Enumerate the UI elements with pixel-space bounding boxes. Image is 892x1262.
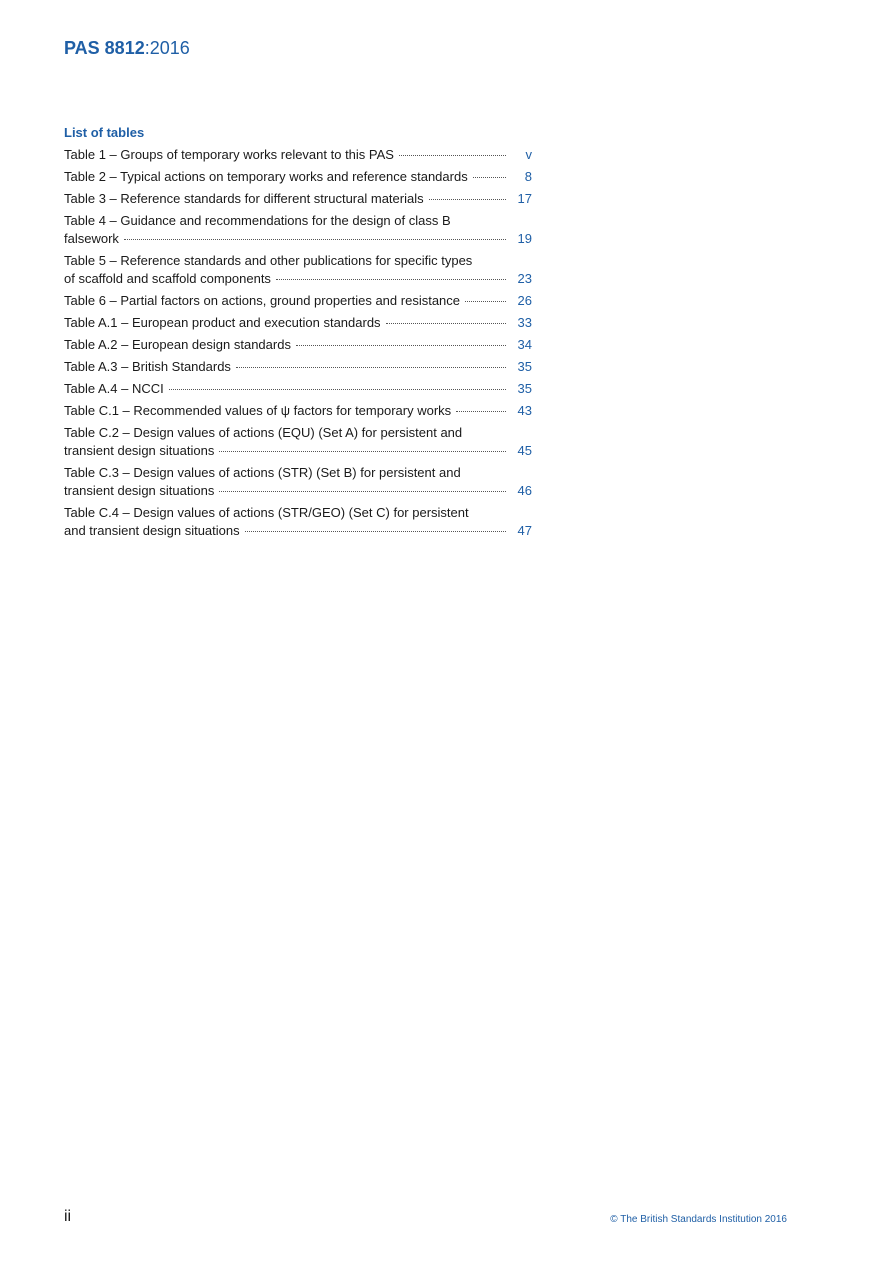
- entry-page-number[interactable]: 33: [517, 315, 532, 330]
- entry-text: Table A.4 – NCCI: [64, 381, 164, 396]
- dot-leader: [124, 239, 506, 240]
- toc-entry-table-a2[interactable]: [64, 336, 532, 354]
- dot-leader: [169, 389, 506, 390]
- toc-entry-table-3[interactable]: [64, 190, 532, 208]
- entry-page-number[interactable]: 45: [517, 443, 532, 458]
- footer-page-number: ii: [64, 1208, 72, 1225]
- dot-leader: [219, 451, 506, 452]
- toc-entry-table-6[interactable]: [64, 292, 532, 310]
- entry-text-line1: Table 5 – Reference standards and other publications for specific types: [64, 253, 473, 268]
- footer-copyright: © The British Standards Institution 2016: [610, 1214, 787, 1225]
- dot-leader: [473, 177, 506, 178]
- list-of-tables-heading: List of tables: [64, 125, 145, 140]
- entry-page-number[interactable]: 35: [517, 359, 532, 374]
- entry-text: transient design situations: [64, 483, 215, 498]
- toc-entry-table-1[interactable]: [64, 146, 532, 164]
- entry-text: falsework: [64, 231, 119, 246]
- dot-leader: [465, 301, 506, 302]
- toc-entry-table-5[interactable]: [64, 252, 532, 288]
- entry-text-line1: Table C.2 – Design values of actions (EQU) (Set A) for persistent and: [64, 425, 463, 440]
- toc-entry-table-a1[interactable]: [64, 314, 532, 332]
- document-code: PAS 8812: [64, 38, 145, 58]
- entry-text: of scaffold and scaffold components: [64, 271, 271, 286]
- entry-text-line1: Table C.3 – Design values of actions (STR) (Set B) for persistent and: [64, 465, 461, 480]
- entry-text: transient design situations: [64, 443, 215, 458]
- toc-entry-table-a4[interactable]: [64, 380, 532, 398]
- entry-text: and transient design situations: [64, 523, 240, 538]
- entry-text: Table A.2 – European design standards: [64, 337, 291, 352]
- dot-leader: [429, 199, 506, 200]
- entry-page-number[interactable]: 47: [517, 523, 532, 538]
- entry-page-number[interactable]: 19: [517, 231, 532, 246]
- toc-entry-table-c1[interactable]: [64, 402, 532, 420]
- dot-leader: [399, 155, 506, 156]
- entry-text-line1: Table C.4 – Design values of actions (STR/GEO) (Set C) for persistent: [64, 505, 469, 520]
- toc-entry-table-4[interactable]: [64, 212, 532, 248]
- entry-page-number[interactable]: v: [525, 147, 532, 162]
- entry-text: Table A.3 – British Standards: [64, 359, 231, 374]
- toc-entry-table-c2[interactable]: [64, 424, 532, 460]
- toc-entry-table-c4[interactable]: [64, 504, 532, 540]
- entry-text: Table 1 – Groups of temporary works relevant to this PAS: [64, 147, 394, 162]
- dot-leader: [386, 323, 506, 324]
- entry-page-number[interactable]: 17: [517, 191, 532, 206]
- toc-entry-table-2[interactable]: [64, 168, 532, 186]
- dot-leader: [296, 345, 506, 346]
- list-of-tables: [64, 124, 532, 544]
- toc-entry-table-c3[interactable]: [64, 464, 532, 500]
- document-year: :2016: [144, 38, 190, 58]
- toc-entry-table-a3[interactable]: [64, 358, 532, 376]
- dot-leader: [236, 367, 506, 368]
- entry-page-number[interactable]: 8: [524, 169, 532, 184]
- entry-page-number[interactable]: 46: [517, 483, 532, 498]
- entry-text: Table C.1 – Recommended values of ψ factors for temporary works: [64, 403, 452, 418]
- entry-text: Table 2 – Typical actions on temporary works and reference standards: [64, 169, 468, 184]
- dot-leader: [276, 279, 506, 280]
- dot-leader: [245, 531, 506, 532]
- entry-page-number[interactable]: 34: [517, 337, 532, 352]
- entry-page-number[interactable]: 23: [517, 271, 532, 286]
- entry-page-number[interactable]: 35: [517, 381, 532, 396]
- entry-page-number[interactable]: 26: [517, 293, 532, 308]
- entry-text: Table 6 – Partial factors on actions, ground properties and resistance: [64, 293, 461, 308]
- entry-text: Table 3 – Reference standards for different structural materials: [64, 191, 424, 206]
- dot-leader: [456, 411, 506, 412]
- document-header: [64, 38, 190, 59]
- entry-text: Table A.1 – European product and execution standards: [64, 315, 381, 330]
- entry-text-line1: Table 4 – Guidance and recommendations for the design of class B: [64, 213, 451, 228]
- entry-page-number[interactable]: 43: [517, 403, 532, 418]
- dot-leader: [219, 491, 506, 492]
